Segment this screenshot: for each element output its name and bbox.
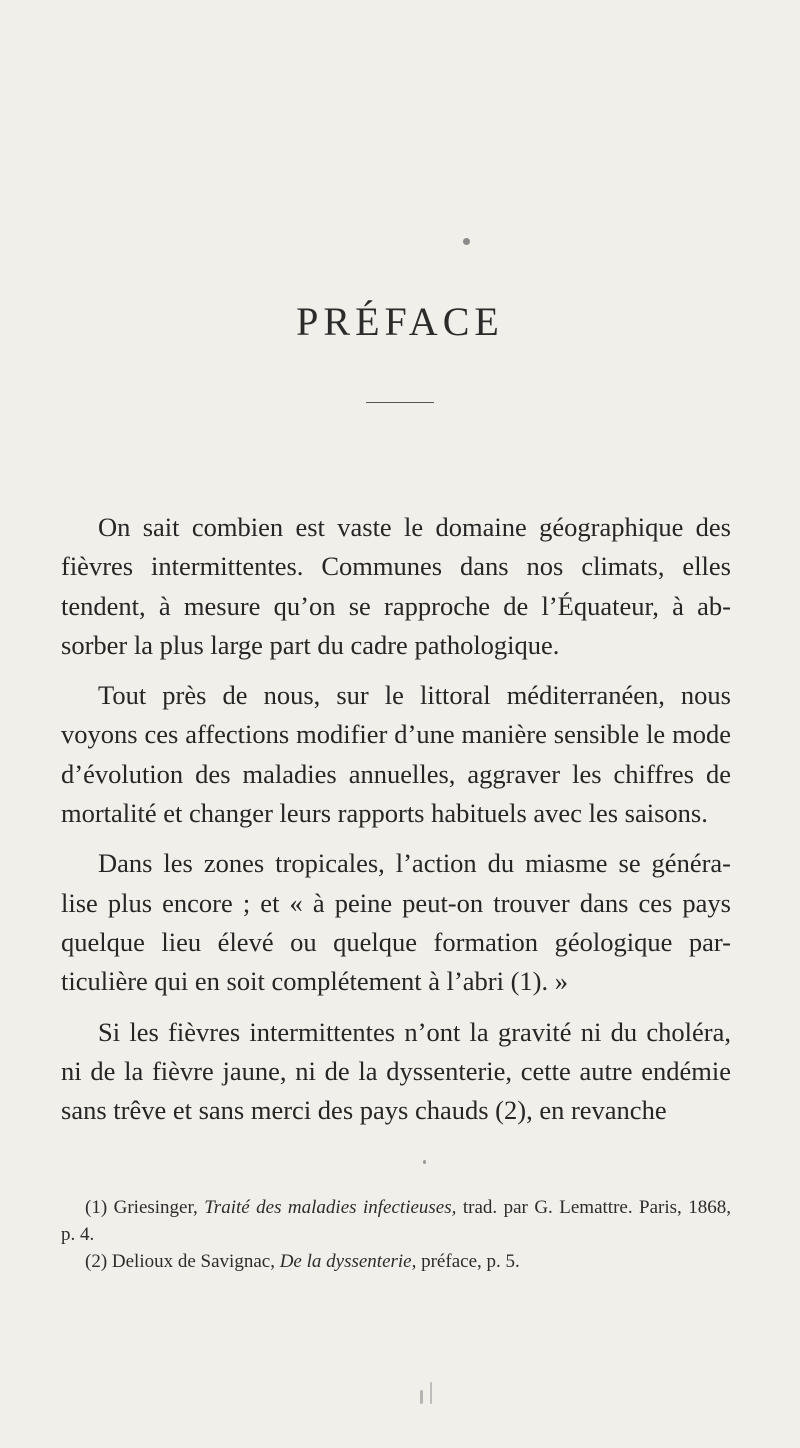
- body-text: [61, 508, 731, 1141]
- footnote-1: [61, 1194, 731, 1248]
- footnote-mark: (2): [85, 1251, 108, 1272]
- footnote-rest: préface, p. 5.: [421, 1251, 520, 1272]
- footnote-rest: trad. par G. Lemattre. Paris, 1868, p. 4.: [61, 1197, 732, 1245]
- paragraph-2: Tout près de nous, sur le littoral méditerranéen, nous voyons ces affections modifier d’une manière sensible le mode d’évolution des maladies annuelles, aggraver les chiffres de mortalité et changer leurs rapports habituels avec les saisons.: [61, 680, 731, 829]
- paragraph-1: On sait combien est vaste le domaine géographique des fièvres intermittentes. Communes dans nos climats, elles tendent, à mesure qu’on se rapproche de l’Équateur, à ab- sorber la plus large part du cadre pathologique.: [61, 512, 731, 660]
- footnote-mark: (1): [85, 1197, 108, 1218]
- footnote-2: [61, 1248, 731, 1275]
- footnote-work: Traité des maladies infectieuses,: [204, 1197, 457, 1218]
- paragraph-4: Si les fièvres intermittentes n’ont la gravité ni du choléra, ni de la fièvre jaune, ni de la dyssenterie, cette autre endémie sans trêve et sans merci des pays chauds (2), en revanche: [61, 1016, 731, 1126]
- footnote-author: Delioux de Savignac,: [111, 1251, 275, 1272]
- title-divider: [366, 402, 434, 403]
- page-title: PRÉFACE: [296, 299, 504, 344]
- footnote-work: De la dyssenterie,: [279, 1251, 417, 1272]
- footnotes: [61, 1194, 731, 1275]
- paper-speck: [430, 1382, 432, 1404]
- paper-speck: [423, 1160, 426, 1164]
- paragraph-3: Dans les zones tropicales, l’action du miasme se généra- lise plus encore ; et « à peine peut-on trouver dans ces pays quelque lieu élevé ou quelque formation géologique par- ticulière qui en soit complétement à l’abri (1). »: [61, 848, 731, 997]
- paper-speck: [420, 1390, 423, 1404]
- paper-speck: [463, 238, 470, 245]
- footnote-author: Griesinger,: [113, 1197, 198, 1218]
